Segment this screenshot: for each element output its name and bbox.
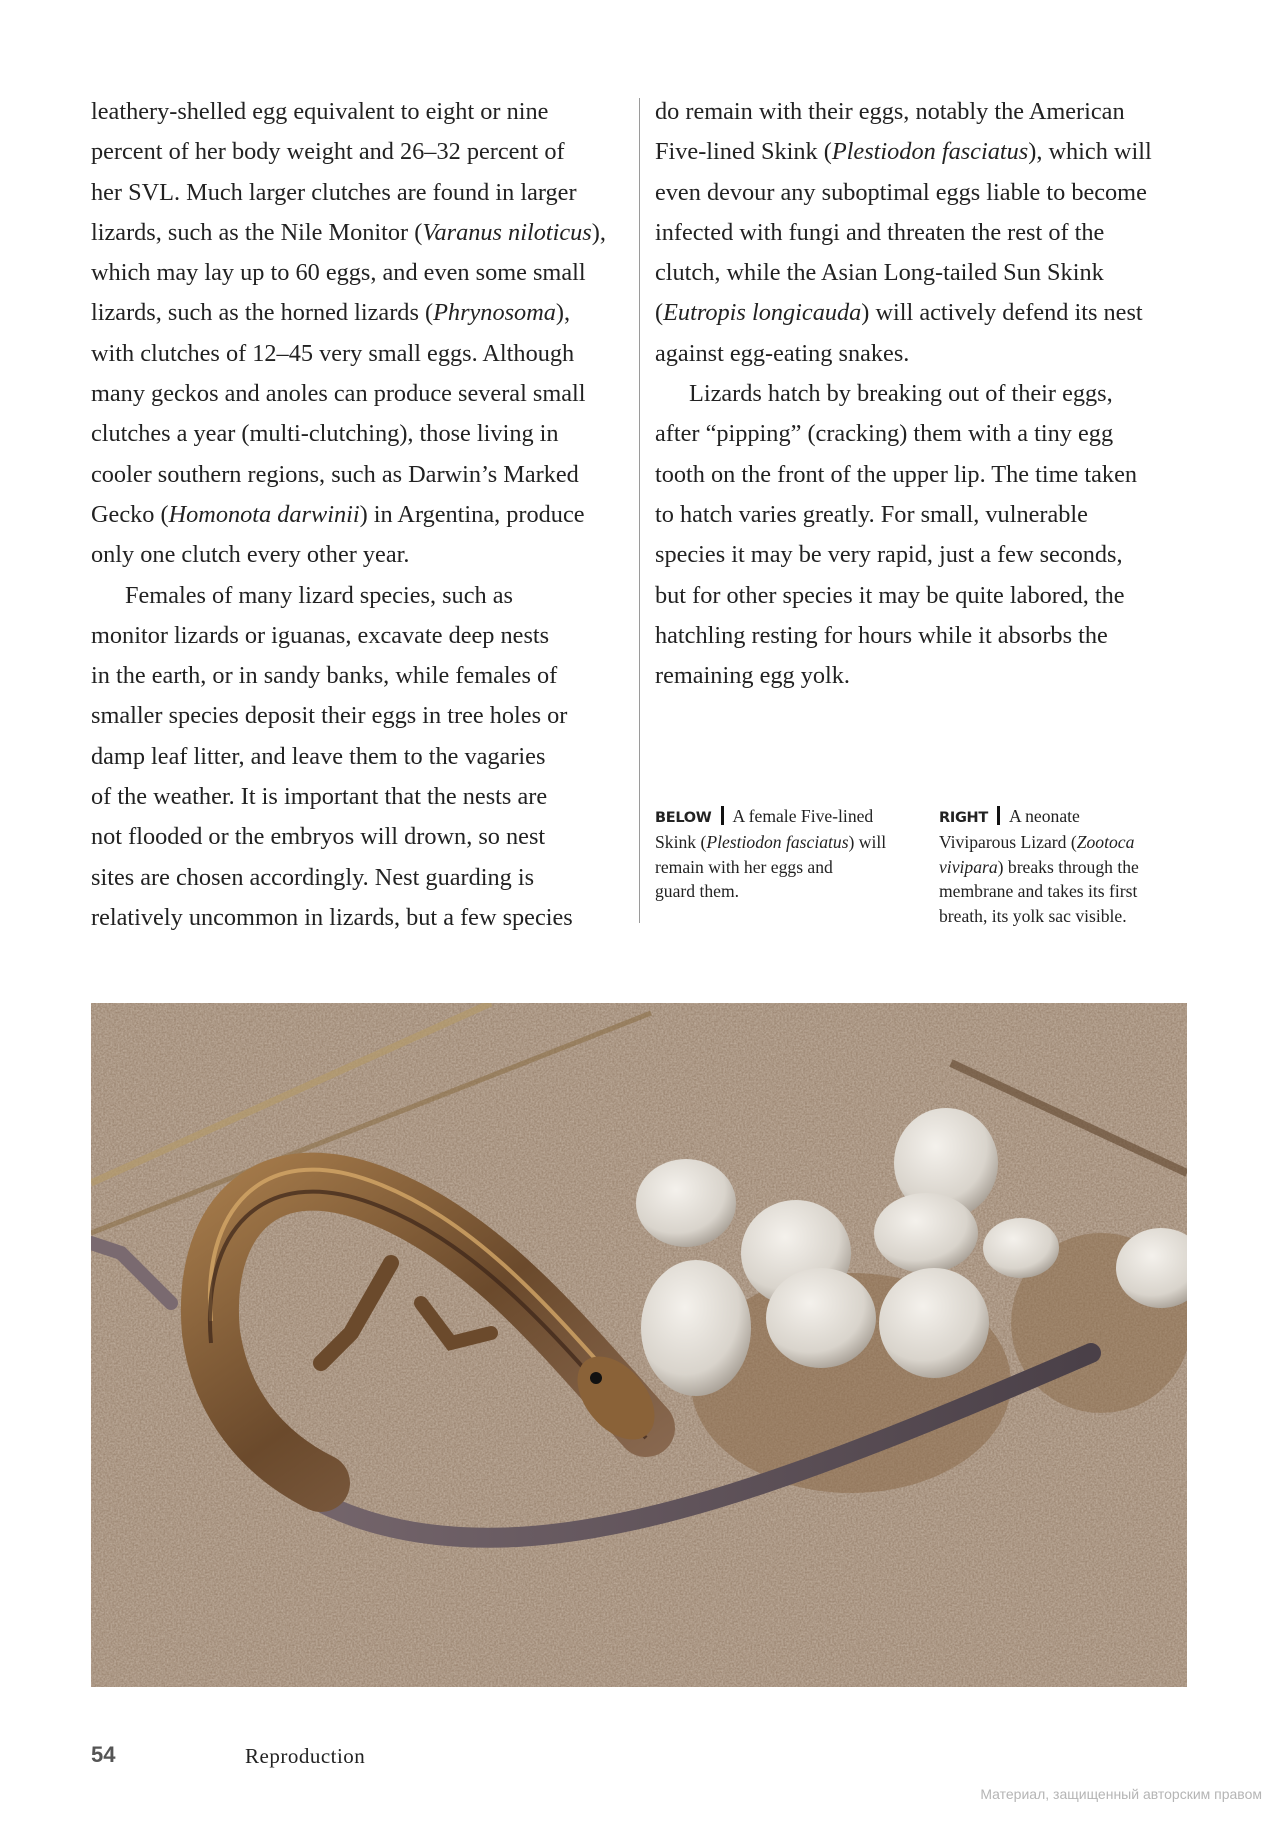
text-segment: with clutches of 12–45 very small eggs. Although xyxy=(91,339,575,367)
text-segment: Viviparous Lizard ( xyxy=(939,832,1077,853)
text-segment: hatchling resting for hours while it absorbs the xyxy=(655,621,1108,649)
caption-line xyxy=(939,855,1209,879)
caption-bar xyxy=(997,806,1000,825)
text-segment: A female Five-lined xyxy=(732,806,874,826)
text-line xyxy=(655,334,1190,374)
text-line xyxy=(91,253,626,293)
text-line xyxy=(91,213,626,253)
text-segment: smaller species deposit their eggs in tree holes or xyxy=(91,702,568,730)
caption-keyword: BELOW xyxy=(655,810,712,826)
text-segment: A neonate xyxy=(1009,806,1080,826)
text-line xyxy=(91,132,626,172)
text-segment: Females of many lizard species, such as xyxy=(125,581,513,609)
text-segment: damp leaf litter, and leave them to the vagaries xyxy=(91,742,546,770)
text-line xyxy=(91,455,626,495)
text-line xyxy=(91,817,626,857)
text-segment: species it may be very rapid, just a few seconds, xyxy=(655,541,1123,569)
text-segment: in the earth, or in sandy banks, while females of xyxy=(91,662,558,690)
text-segment: Skink ( xyxy=(655,832,707,853)
text-line xyxy=(91,777,626,817)
text-segment: Lizards hatch by breaking out of their eggs, xyxy=(689,380,1113,408)
caption-below xyxy=(655,804,915,904)
caption-first-line xyxy=(939,804,1209,830)
text-line xyxy=(91,414,626,454)
text-line xyxy=(91,374,626,414)
text-line xyxy=(91,495,626,535)
text-segment: of the weather. It is important that the nests are xyxy=(91,783,548,811)
text-segment: not flooded or the embryos will drown, so nest xyxy=(91,823,546,851)
caption-line xyxy=(939,830,1209,854)
text-segment: clutch, while the Asian Long-tailed Sun Skink xyxy=(655,259,1104,287)
caption-keyword: RIGHT xyxy=(939,810,988,826)
text-segment: but for other species it may be quite labored, the xyxy=(655,581,1125,609)
text-segment: sites are chosen accordingly. Nest guarding is xyxy=(91,863,535,891)
text-segment: Five-lined Skink ( xyxy=(655,138,832,166)
text-segment: remaining egg yolk. xyxy=(655,662,851,690)
text-segment: against egg-eating snakes. xyxy=(655,339,910,367)
text-line xyxy=(91,334,626,374)
text-line xyxy=(91,616,626,656)
italic-species-name: Homonota darwinii xyxy=(168,500,360,528)
text-line xyxy=(91,656,626,696)
text-segment: to hatch varies greatly. For small, vulnerable xyxy=(655,500,1088,528)
text-line xyxy=(91,293,626,333)
text-segment: percent of her body weight and 26–32 percent of xyxy=(91,138,565,166)
right-text-column xyxy=(655,92,1190,696)
text-segment: her SVL. Much larger clutches are found in larger xyxy=(91,178,577,206)
text-line xyxy=(91,173,626,213)
text-segment: leathery-shelled egg equivalent to eight or nine xyxy=(91,98,549,125)
text-segment: membrane and takes its first xyxy=(939,881,1138,902)
text-line xyxy=(655,253,1190,293)
italic-species-name: Plestiodon fasciatus xyxy=(831,138,1029,166)
caption-line xyxy=(655,879,915,903)
text-line xyxy=(91,858,626,898)
text-segment: only one clutch every other year. xyxy=(91,541,410,569)
text-segment: ( xyxy=(655,299,664,327)
text-line xyxy=(655,576,1190,616)
text-segment: ) in Argentina, produce xyxy=(359,500,585,528)
italic-species-name: Phrynosoma xyxy=(433,299,556,327)
text-segment: which may lay up to 60 eggs, and even some small xyxy=(91,259,586,287)
text-segment: ) will actively defend its nest xyxy=(861,299,1143,327)
text-segment: remain with her eggs and xyxy=(655,856,833,877)
text-segment: breath, its yolk sac visible. xyxy=(939,905,1127,926)
text-line xyxy=(655,132,1190,172)
text-segment: lizards, such as the horned lizards ( xyxy=(91,299,434,327)
caption-line xyxy=(939,879,1209,903)
text-line xyxy=(655,535,1190,575)
text-line xyxy=(655,616,1190,656)
left-text-column xyxy=(91,92,626,938)
text-segment: after “pipping” (cracking) them with a tiny egg xyxy=(655,420,1114,448)
text-segment: ), which will xyxy=(1028,138,1152,166)
text-line xyxy=(655,173,1190,213)
text-line xyxy=(655,495,1190,535)
photo-illustration xyxy=(91,1003,1187,1687)
caption-line xyxy=(939,904,1209,928)
italic-species-name: Eutropis longicauda xyxy=(663,299,862,327)
running-head: Reproduction xyxy=(245,1744,366,1768)
text-segment: lizards, such as the Nile Monitor ( xyxy=(91,218,423,246)
text-segment: ), xyxy=(591,218,606,246)
caption-line xyxy=(733,806,874,826)
italic-species-name: Plestiodon fasciatus xyxy=(706,832,849,853)
text-segment: cooler southern regions, such as Darwin’s Marked xyxy=(91,460,579,488)
text-line xyxy=(655,656,1190,696)
text-line xyxy=(655,374,1190,414)
text-segment: many geckos and anoles can produce several small xyxy=(91,380,586,408)
italic-species-name: Varanus niloticus xyxy=(422,218,592,246)
text-line xyxy=(91,535,626,575)
text-segment: do remain with their eggs, notably the American xyxy=(655,98,1125,125)
italic-species-name: vivipara xyxy=(939,856,998,877)
text-segment: ) breaks through the xyxy=(997,856,1139,877)
caption-line xyxy=(655,830,915,854)
text-segment: ) will xyxy=(848,832,887,853)
text-segment: ), xyxy=(555,299,571,327)
caption-right xyxy=(939,804,1209,928)
text-segment: infected with fungi and threaten the rest of the xyxy=(655,218,1105,246)
column-divider xyxy=(639,98,640,923)
text-segment: tooth on the front of the upper lip. The time taken xyxy=(655,460,1137,488)
text-line xyxy=(91,576,626,616)
text-line xyxy=(91,737,626,777)
italic-species-name: Zootoca xyxy=(1076,832,1135,853)
caption-bar xyxy=(721,806,724,825)
text-line xyxy=(655,293,1190,333)
text-segment: guard them. xyxy=(655,881,740,902)
text-line xyxy=(91,92,626,132)
text-line xyxy=(91,898,626,938)
text-line xyxy=(91,696,626,736)
skink-with-eggs-photo xyxy=(91,1003,1187,1687)
text-segment: Gecko ( xyxy=(91,500,169,528)
text-segment: relatively uncommon in lizards, but a few species xyxy=(91,903,573,931)
text-line xyxy=(655,414,1190,454)
text-line xyxy=(655,92,1190,132)
text-line xyxy=(655,455,1190,495)
caption-line xyxy=(655,855,915,879)
caption-line xyxy=(1009,806,1080,826)
page-number: 54 xyxy=(91,1742,116,1767)
text-segment: clutches a year (multi-clutching), those living in xyxy=(91,420,559,448)
text-line xyxy=(655,213,1190,253)
text-segment: even devour any suboptimal eggs liable to become xyxy=(655,178,1147,206)
caption-first-line xyxy=(655,804,915,830)
copyright-watermark: Материал, защищенный авторским правом xyxy=(980,1786,1262,1802)
text-segment: monitor lizards or iguanas, excavate deep nests xyxy=(91,621,550,649)
